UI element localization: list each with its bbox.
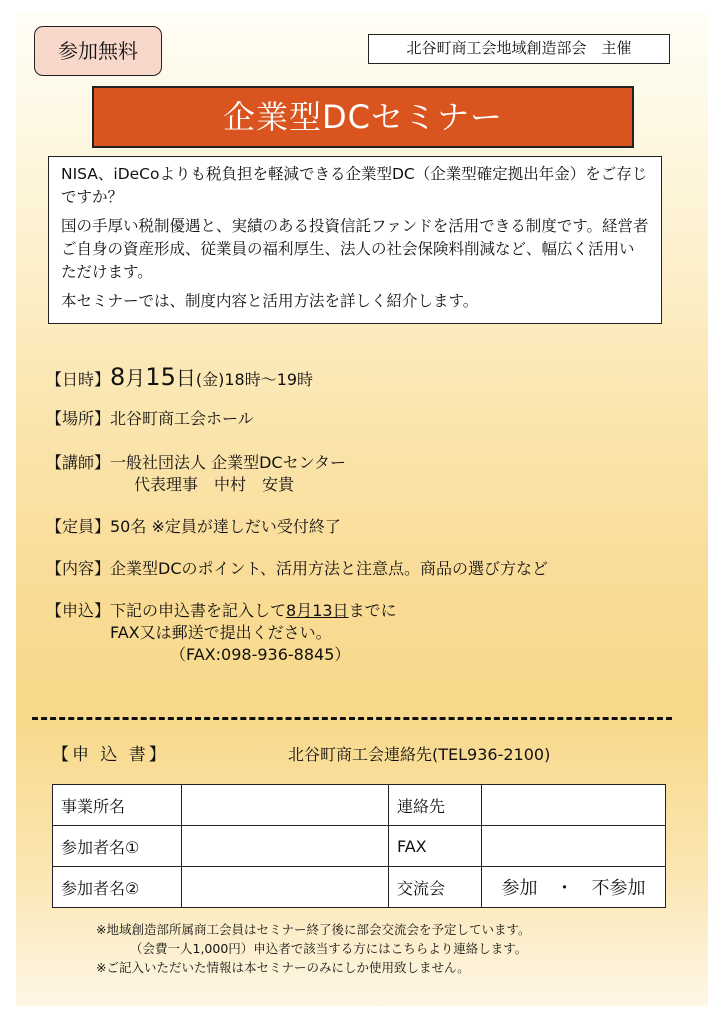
capacity-row: 【定員】50名 ※定員が達しだい受付終了 <box>46 517 341 536</box>
content-row: 【内容】企業型DCのポイント、活用方法と注意点。商品の選び方など <box>46 559 549 578</box>
contact-info: 北谷町商工会連絡先(TEL936-2100) <box>288 745 551 764</box>
apply-deadline: 8月13日 <box>286 601 349 620</box>
application-form-title: 【申 込 書】 <box>52 745 169 765</box>
table-row <box>53 867 666 908</box>
application-form-table <box>52 784 666 908</box>
intro-paragraph-3: 本セミナーでは、制度内容と活用方法を詳しく紹介します。 <box>61 292 479 310</box>
date-time: (金)18時～19時 <box>195 370 314 389</box>
table-row <box>53 826 666 867</box>
social-event-label: 交流会 <box>389 867 482 908</box>
place-row: 【場所】北谷町商工会ホール <box>46 409 254 428</box>
date-label: 【日時】 <box>46 370 111 389</box>
footnotes <box>96 920 530 977</box>
apply-suffix: までに <box>348 601 397 620</box>
apply-row <box>46 598 397 621</box>
lecturer-row: 【講師】一般社団法人 企業型DCセンター <box>46 453 346 472</box>
business-name-field[interactable] <box>182 785 389 826</box>
participant-1-field[interactable] <box>182 826 389 867</box>
participant-2-label: 参加者名② <box>53 867 182 908</box>
date-month-unit: 月 <box>125 366 146 390</box>
lecturer-name: 代表理事 中村 安貴 <box>134 475 295 494</box>
contact-label: 連絡先 <box>389 785 482 826</box>
apply-line-2: FAX又は郵送で提出ください。 <box>110 623 332 642</box>
fax-label: FAX <box>389 826 482 867</box>
date-row <box>46 362 313 391</box>
note-1: ※地域創造部所属商工会員はセミナー終了後に部会交流会を予定しています。 <box>96 922 531 937</box>
intro-box <box>48 156 662 324</box>
date-day-unit: 日 <box>175 366 196 390</box>
contact-field[interactable] <box>482 785 666 826</box>
participant-1-label: 参加者名① <box>53 826 182 867</box>
note-2: （会費一人1,000円）申込者で該当する方にはこちらより連絡します。 <box>130 941 528 956</box>
table-row <box>53 785 666 826</box>
participant-2-field[interactable] <box>182 867 389 908</box>
seminar-title: 企業型DCセミナー <box>92 86 634 148</box>
apply-prefix: 【申込】下記の申込書を記入して <box>46 601 287 620</box>
apply-fax: （FAX:098-936-8845） <box>170 645 351 664</box>
organizer-box: 北谷町商工会地域創造部会 主催 <box>368 34 670 64</box>
fax-field[interactable] <box>482 826 666 867</box>
business-name-label: 事業所名 <box>53 785 182 826</box>
date-day: 15 <box>145 363 176 391</box>
intro-paragraph-2: 国の手厚い税制優遇と、実績のある投資信託ファンドを活用できる制度です。経営者ご自身の資産形成、従業員の福利厚生、法人の社会保険料削減など、幅広く活用いただけます。 <box>61 217 649 281</box>
free-admission-badge: 参加無料 <box>34 26 162 76</box>
attendance-choice[interactable]: 参加 ・ 不参加 <box>482 867 666 908</box>
note-3: ※ご記入いただいた情報は本セミナーのみにしか使用致しません。 <box>96 960 470 975</box>
cut-line <box>32 717 672 720</box>
intro-paragraph-1: NISA、iDeCoよりも税負担を軽減できる企業型DC（企業型確定拠出年金）をご存じですか？ <box>61 165 648 206</box>
date-month: 8 <box>110 363 126 391</box>
